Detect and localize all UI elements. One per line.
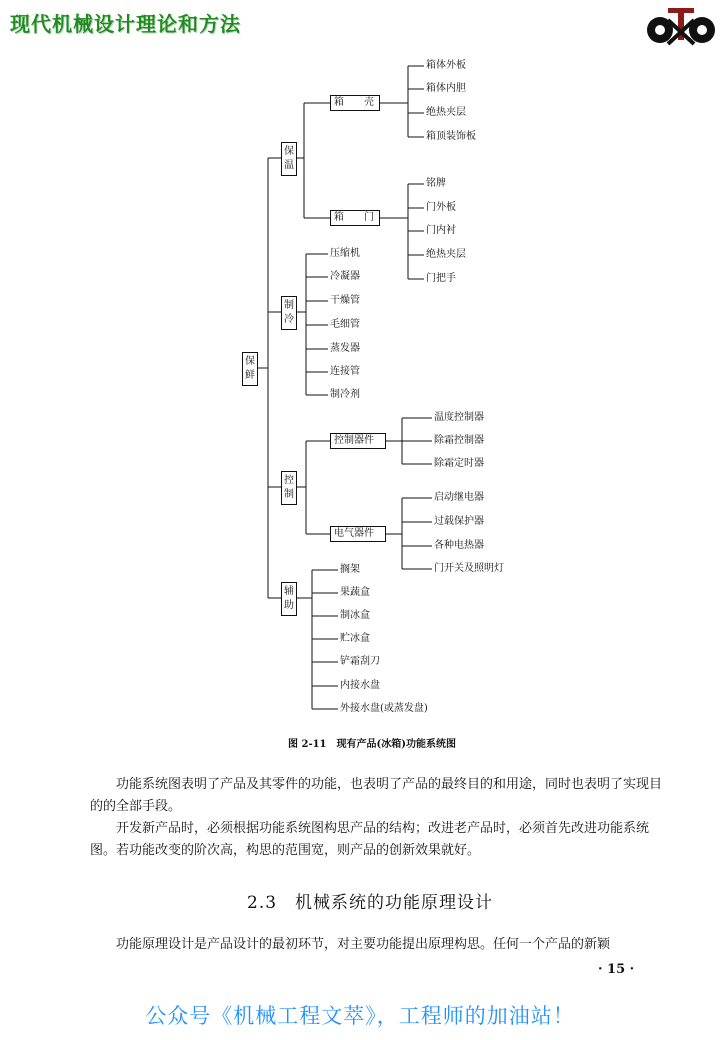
paragraph-2: 开发新产品时，必须根据功能系统图构思产品的结构；改进老产品时，必须首先改进功能系统图。若功能改变的阶次高，构思的范围宽，则产品的创新效果就好。 [90, 821, 650, 858]
leaf-item: 搁架 [340, 564, 360, 575]
leaf-item: 门外板 [426, 202, 456, 213]
leaf-item: 过载保护器 [434, 516, 484, 527]
leaf-item: 制冰盒 [340, 610, 370, 621]
leaf-item: 除霜定时器 [434, 458, 484, 469]
leaf-item: 干燥管 [330, 295, 360, 306]
branch-node-keep-warm: 保温 [281, 142, 297, 176]
root-node: 保鲜 [242, 352, 258, 386]
leaf-item: 温度控制器 [434, 412, 484, 423]
paragraph-1: 功能系统图表明了产品及其零件的功能，也表明了产品的最终目的和用途，同时也表明了实现目的的全部手段。 [90, 777, 663, 814]
leaf-item: 内接水盘 [340, 680, 380, 691]
leaf-item: 绝热夹层 [426, 249, 466, 260]
leaf-item: 制冷剂 [330, 389, 360, 400]
leaf-item: 箱顶装饰板 [426, 131, 476, 142]
group-node-door: 箱 门 [330, 210, 380, 226]
footer-slogan: 公众号《机械工程文萃》，工程师的加油站！ [145, 1004, 575, 1028]
page-number: · 15 · [598, 962, 635, 977]
leaf-item: 连接管 [330, 366, 360, 377]
branch-node-control: 控制 [281, 471, 297, 505]
branch-node-auxiliary: 辅助 [281, 582, 297, 616]
leaf-item: 各种电热器 [434, 540, 484, 551]
leaf-item: 启动继电器 [434, 492, 484, 503]
leaf-item: 门把手 [426, 273, 456, 284]
leaf-item: 冷凝器 [330, 271, 360, 282]
leaf-item: 果蔬盒 [340, 587, 370, 598]
leaf-item: 箱体内胆 [426, 83, 466, 94]
leaf-item: 除霜控制器 [434, 435, 484, 446]
branch-node-refrigeration: 制冷 [281, 296, 297, 330]
section-heading: 2.3 机械系统的功能原理设计 [247, 893, 494, 913]
leaf-item: 铭牌 [426, 178, 446, 189]
leaf-item: 蒸发器 [330, 343, 360, 354]
leaf-item: 毛细管 [330, 319, 360, 330]
figure-caption: 图 2-11 现有产品(冰箱)功能系统图 [288, 739, 456, 750]
leaf-item: 压缩机 [330, 248, 360, 259]
leaf-item: 门开关及照明灯 [434, 563, 504, 574]
leaf-item: 门内衬 [426, 225, 456, 236]
leaf-item: 外接水盘(或蒸发盘) [340, 703, 428, 714]
group-node-cabinet-shell: 箱 壳 [330, 95, 380, 111]
leaf-item: 箱体外板 [426, 60, 466, 71]
paragraph-3: 功能原理设计是产品设计的最初环节，对主要功能提出原理构思。任何一个产品的新颖 [116, 937, 611, 952]
leaf-item: 贮冰盒 [340, 633, 370, 644]
leaf-item: 铲霜刮刀 [340, 656, 380, 667]
group-node-electrical-devices: 电气器件 [330, 526, 386, 542]
book-title: 现代机械设计理论和方法 [10, 12, 241, 36]
group-node-control-devices: 控制器件 [330, 433, 386, 449]
leaf-item: 绝热夹层 [426, 107, 466, 118]
